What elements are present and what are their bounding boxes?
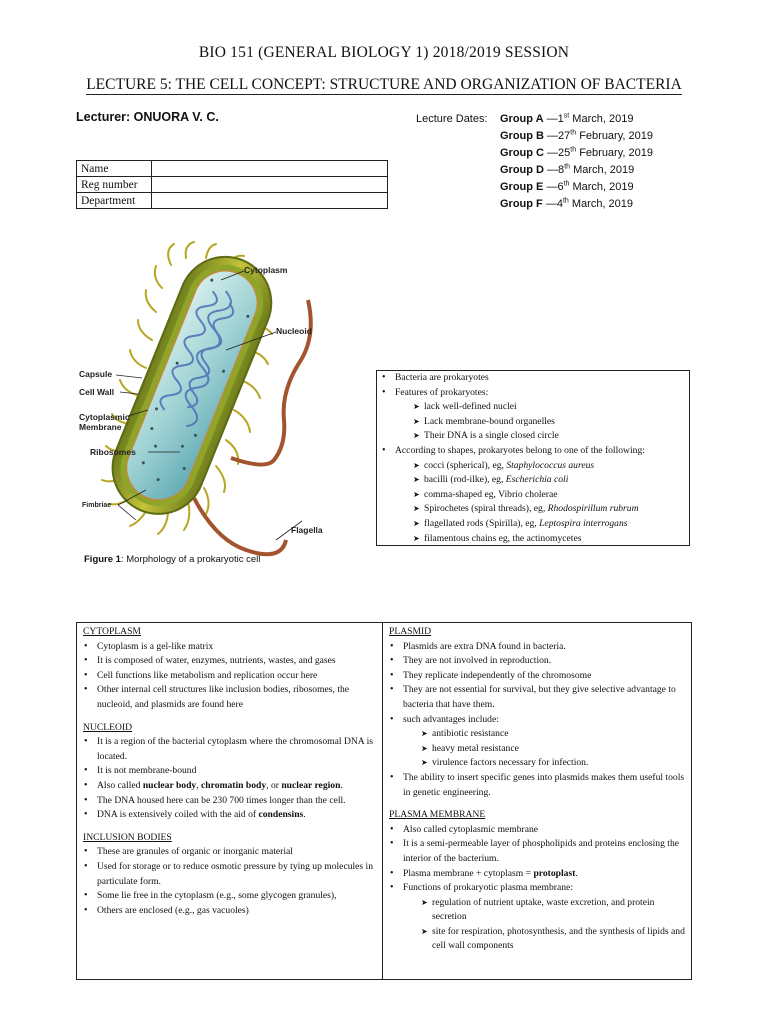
figure-caption [84,552,264,567]
list-item-text: Functions of prokaryotic plasma membrane: [403,882,573,894]
list-item-text: such advantages include: [403,713,499,725]
course-title: BIO 151 (GENERAL BIOLOGY 1) 2018/2019 SESSION [198,44,570,61]
table-row [77,193,388,209]
group-day-suffix: th [564,163,571,171]
name-label: Name [77,161,152,177]
cytoplasm-shape [117,261,267,509]
list-item: • Cell functions like metabolism and replication occur here [79,669,378,684]
reg-number-label: Reg number [77,177,152,193]
list-item: • It is a semi-permeable layer of phospholipids and proteins enclosing the interior of the bacterium. [385,837,687,866]
list-item: • They are not involved in reproduction. [385,654,687,669]
list-item: • It is a region of the bacterial cytoplasm where the chromosomal DNA is located. [79,735,378,764]
sub-list-item [395,459,689,474]
list-item-text: According to shapes, prokaryotes belong to one of the following: [395,444,645,456]
list-item-text: Also called [97,779,143,791]
list-item: • Other internal cell structures like inclusion bodies, ribosomes, the nucleoid, and plasmids are found here [79,683,378,712]
section-heading-inclusion-bodies: INCLUSION BODIES [83,831,172,843]
group-month: February, 2019 [576,147,653,159]
group-day: —4 [542,198,563,210]
bacterium-diagram [76,240,368,595]
list-item: • Also called cytoplasmic membrane [385,823,687,838]
section-heading-nucleoid: NUCLEOID [83,721,133,733]
group-day-suffix: th [562,197,569,205]
group-date-row [500,111,653,128]
list-item [377,444,689,546]
species-name: Leptospira interrogans [539,517,628,529]
group-month: March, 2019 [569,181,634,193]
list-item-text: DNA is extensively coiled with the aid of [97,809,259,821]
list-item: • Others are enclosed (e.g., gas vacuoles) [79,904,378,919]
sub-list-item: ➤ antibiotic resistance [403,727,687,742]
list-item: • Cytoplasm is a gel-like matrix [79,640,378,655]
group-month: March, 2019 [569,113,634,125]
list-item-text: Plasma membrane + cytoplasm = [403,867,534,879]
list-item [385,713,687,771]
list-item: • The ability to insert specific genes into plasmids makes them useful tools in genetic engineering. [385,771,687,800]
group-month: February, 2019 [576,130,653,142]
list-item: • The DNA housed here can be 230 700 times longer than the cell. [79,794,378,809]
group-date-row [500,128,653,145]
right-column [383,623,691,979]
list-item: • It is not membrane-bound [79,764,378,779]
sub-list-item: ➤ regulation of nutrient uptake, waste excretion, and protein secretion [403,896,687,925]
label-cytoplasmic-membrane-2: Membrane [79,422,122,432]
figure-caption-text: : Morphology of a prokaryotic cell [120,554,261,565]
lecture-title-text: LECTURE 5: THE CELL CONCEPT: STRUCTURE AND ORGANIZATION OF BACTERIA [86,76,682,93]
group-day-suffix: th [570,129,577,137]
group-name: Group D [500,164,544,176]
sub-list-item [395,502,689,517]
group-date-row [500,162,653,179]
list-item-text: . [340,779,343,791]
list-item: • Bacteria are prokaryotes [377,371,689,386]
figure-caption-label: Figure 1 [84,554,121,565]
list-item-text: Features of prokaryotes: [395,386,489,398]
group-day-suffix: th [563,180,570,188]
section-heading-plasma-membrane: PLASMA MEMBRANE [389,809,486,821]
shape-text: cocci (spherical), eg, [424,459,507,471]
sub-list-item: ➤ comma-shaped eg, Vibrio cholerae [395,488,689,503]
list-item: • They are not essential for survival, but they give selective advantage to bacteria that have them. [385,683,687,712]
shape-text: Spirochetes (spiral threads), eg, [424,503,548,515]
department-field[interactable] [152,193,388,209]
group-month: March, 2019 [568,198,634,210]
label-fimbriae: Fimbriae [82,502,112,509]
group-name: Group C [500,147,544,159]
group-date-row [500,179,653,196]
sub-list-item: ➤ virulence factors necessary for infection. [403,756,687,771]
group-month: March, 2019 [570,164,635,176]
group-date-row [500,196,653,213]
list-item: • They replicate independently of the chromosome [385,669,687,684]
group-day: —8 [544,164,565,176]
lecture-title [0,76,768,94]
group-name: Group B [500,130,544,142]
label-cytoplasm: Cytoplasm [244,265,288,275]
group-day: —27 [544,130,571,142]
group-date-row [500,145,653,162]
prokaryote-features-box [376,370,690,546]
term-bold: condensins [258,809,304,821]
species-name: Rhodospirillum rubrum [547,503,639,515]
lecture-dates-list [500,111,653,213]
list-item [377,386,689,444]
table-row [77,177,388,193]
sub-list-item: ➤ lack well-defined nuclei [395,400,689,415]
list-item [79,808,378,823]
list-item [79,779,378,794]
reg-number-field[interactable] [152,177,388,193]
label-capsule: Capsule [79,369,113,379]
list-item: • These are granules of organic or inorganic material [79,845,378,860]
list-item: • Some lie free in the cytoplasm (e.g., some glycogen granules), [79,889,378,904]
term-bold: chromatin body [201,779,267,791]
shape-text: bacilli (rod-ilke), eg, [424,474,506,486]
group-name: Group A [500,113,544,125]
group-day: —6 [543,181,564,193]
student-info-table [76,160,388,209]
section-heading-plasmid: PLASMID [389,626,432,637]
group-name: Group E [500,181,544,193]
lecture-dates-label: Lecture Dates: [416,113,488,125]
sub-list-item [395,517,689,532]
table-row [77,161,388,177]
species-name: Escherichia coli [505,474,569,486]
label-flagella: Flagella [291,525,323,535]
label-cytoplasmic-membrane: Cytoplasmic [79,412,130,422]
shape-text: flagellated rods (Spirilla), eg, [424,517,540,529]
sub-list-item: ➤ site for respiration, photosynthesis, and the synthesis of lipids and cell wall components [403,925,687,954]
group-day-suffix: th [570,146,577,154]
group-day: —25 [544,147,571,159]
label-cell-wall: Cell Wall [79,387,115,397]
section-heading-cytoplasm: CYTOPLASM [83,626,141,637]
list-item-text: , or [266,779,282,791]
list-item [385,881,687,954]
name-field[interactable] [152,161,388,177]
sub-list-item: ➤ filamentous chains eg, the actinomycetes [395,532,689,547]
list-item: • Plasmids are extra DNA found in bacteria. [385,640,687,655]
list-item [385,867,687,882]
list-item: • It is composed of water, enzymes, nutrients, wastes, and gases [79,654,378,669]
department-label: Department [77,193,152,209]
group-name: Group F [500,198,543,210]
term-bold: nuclear region [281,779,341,791]
group-day-suffix: st [563,112,570,120]
sub-list-item [395,473,689,488]
lecturer-name: Lecturer: ONUORA V. C. [76,110,219,124]
label-nucleoid: Nucleoid [276,326,312,336]
sub-list-item: ➤ Their DNA is a single closed circle [395,429,689,444]
term-bold: protoplast [533,867,576,879]
list-item-text: . [303,809,306,821]
term-bold: nuclear body [142,779,197,791]
sub-list-item: ➤ heavy metal resistance [403,742,687,757]
list-item-text: , [196,779,202,791]
label-ribosomes: Ribosomes [90,447,136,457]
group-day: —1 [543,113,564,125]
sub-list-item: ➤ Lack membrane-bound organelles [395,415,689,430]
notes-table [76,622,692,980]
species-name: Staphylococcus aureus [506,459,595,471]
list-item-text: . [575,867,578,879]
left-column [77,623,383,979]
list-item: • Used for storage or to reduce osmotic pressure by tying up molecules in particulate form. [79,860,378,889]
